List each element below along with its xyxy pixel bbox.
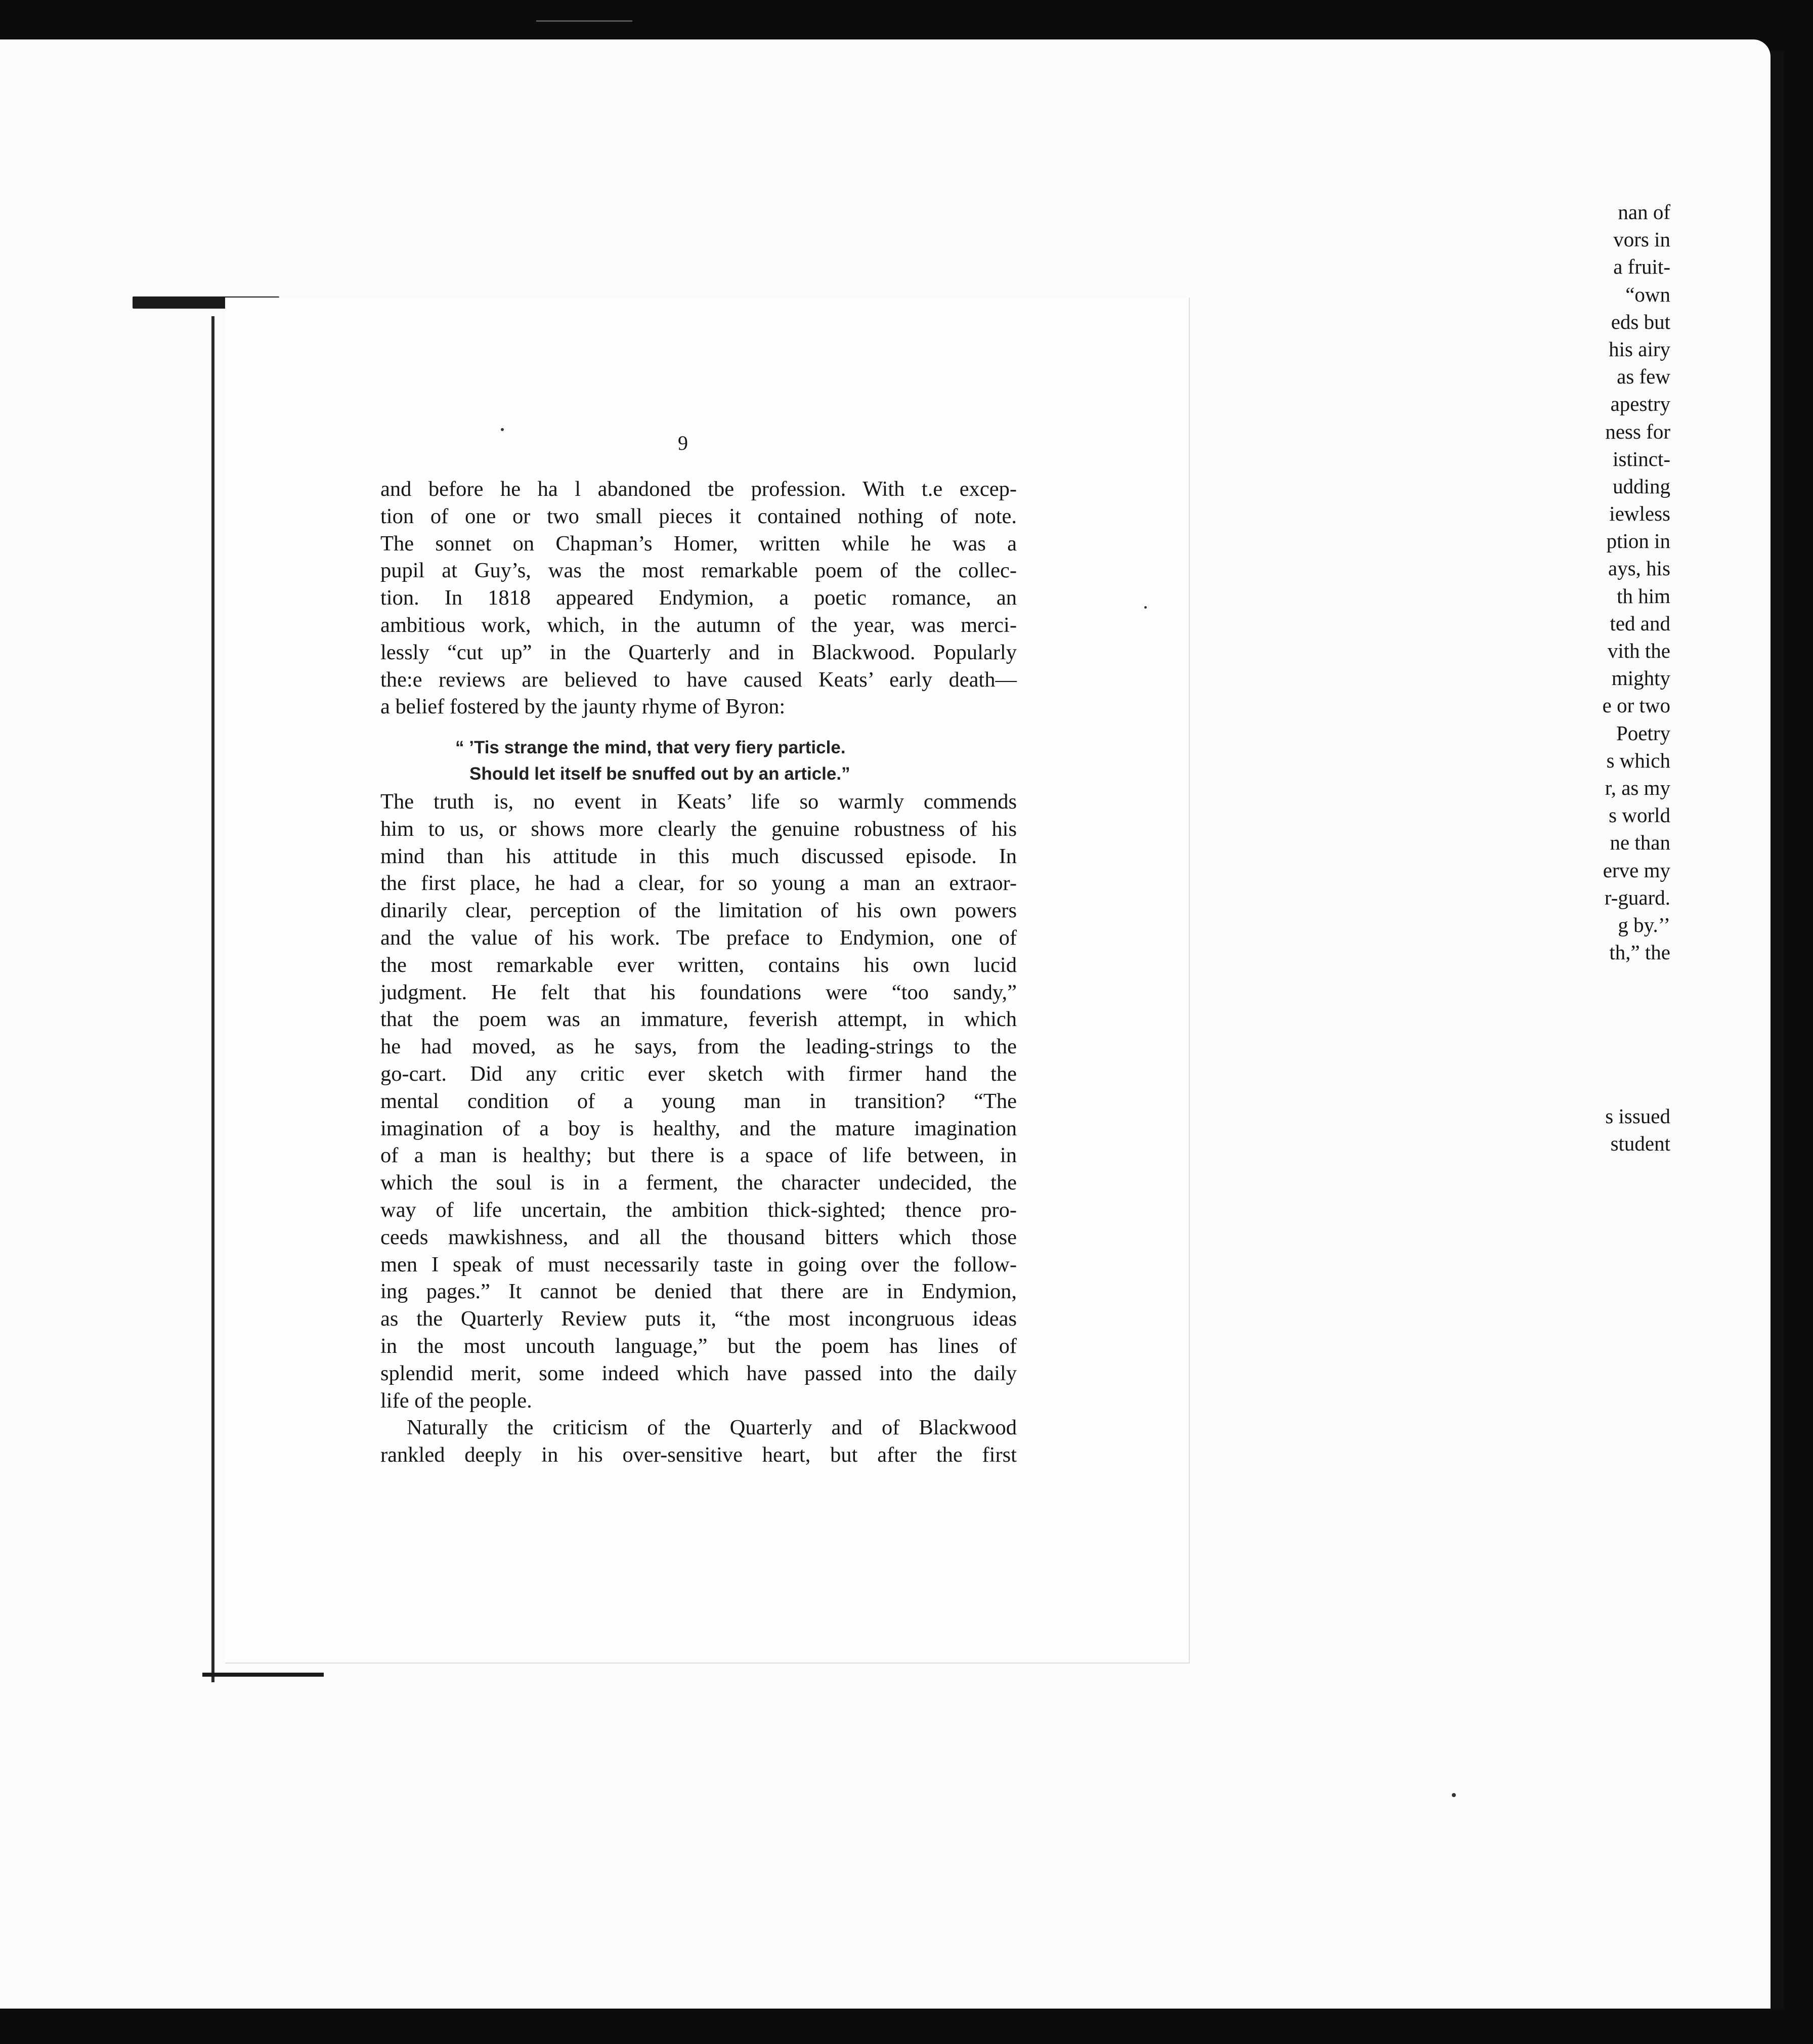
text-line: and before he ha l abandoned tbe profession. With t.e excep- bbox=[380, 477, 1017, 501]
text-line: the most remarkable ever written, contains his own lucid bbox=[380, 953, 1017, 977]
text-line: tion. In 1818 appeared Endymion, a poetic romance, an bbox=[380, 586, 1017, 610]
text-line: dinarily clear, perception of the limitation of his own powers bbox=[380, 899, 1017, 923]
left-page-line: s world bbox=[1609, 803, 1670, 827]
text-line: go-cart. Did any critic ever sketch with firmer hand the bbox=[380, 1061, 1017, 1086]
left-page-line: th,” the bbox=[1609, 941, 1670, 964]
text-line: judgment. He felt that his foundations were “too sandy,” bbox=[380, 980, 1017, 1004]
text-line: rankled deeply in his over-sensitive heart, but after the first bbox=[380, 1443, 1017, 1467]
text-line: ing pages.” It cannot be denied that there are in Endymion, bbox=[380, 1280, 1017, 1304]
left-page-line: a fruit- bbox=[1613, 255, 1670, 279]
left-page-line: “own bbox=[1625, 282, 1670, 306]
text-line: he had moved, as he says, from the leading-strings to the bbox=[380, 1035, 1017, 1059]
left-page-line: Poetry bbox=[1616, 721, 1670, 745]
left-page-bottom-rule bbox=[202, 1673, 324, 1677]
left-page-line: s issued bbox=[1605, 1104, 1670, 1128]
text-line: pupil at Guy’s, was the most remarkable poem of the collec- bbox=[380, 559, 1017, 583]
quote-line-1: “ ’Tis strange the mind, that very fiery particle. bbox=[455, 738, 846, 757]
left-page-line: vith the bbox=[1607, 639, 1670, 662]
text-line: tion of one or two small pieces it contained nothing of note. bbox=[380, 504, 1017, 528]
text-line: way of life uncertain, the ambition thick-sighted; thence pro- bbox=[380, 1198, 1017, 1222]
left-page-line: udding bbox=[1613, 474, 1670, 498]
scan-edge-right bbox=[1771, 51, 1784, 2009]
left-page-line: student bbox=[1610, 1132, 1670, 1156]
scan-edge-mark bbox=[536, 20, 632, 22]
left-page-line: ne than bbox=[1610, 831, 1670, 855]
dust-speck bbox=[1452, 1793, 1456, 1797]
text-line: him to us, or shows more clearly the genuine robustness of his bbox=[380, 817, 1017, 841]
quote-line-2: Should let itself be snuffed out by an article.” bbox=[469, 764, 850, 784]
left-page-text bbox=[1458, 198, 1670, 1158]
text-line: life of the people. bbox=[380, 1388, 532, 1413]
left-page-line: ption in bbox=[1606, 529, 1670, 553]
left-page-line: vors in bbox=[1613, 228, 1670, 251]
text-line: the first place, he had a clear, for so young a man an extraor- bbox=[380, 871, 1017, 896]
left-page-line: g by.’’ bbox=[1618, 913, 1670, 936]
left-page-line: ted and bbox=[1610, 611, 1670, 635]
text-line: The truth is, no event in Keats’ life so warmly commends bbox=[380, 790, 1017, 814]
text-line: mind than his attitude in this much discussed episode. In bbox=[380, 844, 1017, 868]
left-page-line: as few bbox=[1617, 365, 1670, 389]
dust-speck bbox=[501, 428, 504, 431]
text-line: lessly “cut up” in the Quarterly and in Blackwood. Popularly bbox=[380, 640, 1017, 664]
left-page-line: s which bbox=[1606, 748, 1670, 772]
book-spine-line bbox=[211, 316, 214, 1682]
text-line: and the value of his work. Tbe preface to Endymion, one of bbox=[380, 925, 1017, 950]
text-line: ambitious work, which, in the autumn of the year, was merci- bbox=[380, 613, 1017, 637]
text-line: The sonnet on Chapman’s Homer, written while he was a bbox=[380, 531, 1017, 556]
left-page-line: his airy bbox=[1609, 337, 1670, 361]
paragraph-1 bbox=[380, 476, 1017, 720]
left-page-line: th him bbox=[1617, 584, 1670, 608]
dust-speck bbox=[1144, 606, 1147, 609]
paragraph-2 bbox=[380, 788, 1017, 1469]
left-page-line: erve my bbox=[1603, 858, 1670, 882]
left-page-line: istinct- bbox=[1613, 447, 1670, 471]
left-page-line: r, as my bbox=[1605, 776, 1670, 799]
text-line: that the poem was an immature, feverish attempt, in which bbox=[380, 1007, 1017, 1032]
text-line: mental condition of a young man in transition? “The bbox=[380, 1089, 1017, 1113]
page-number: 9 bbox=[678, 432, 688, 454]
text-line: of a man is healthy; but there is a space of life between, in bbox=[380, 1143, 1017, 1168]
text-line: imagination of a boy is healthy, and the mature imagination bbox=[380, 1116, 1017, 1140]
text-line: splendid merit, some indeed which have passed into the daily bbox=[380, 1361, 1017, 1385]
text-line: ceeds mawkishness, and all the thousand bitters which those bbox=[380, 1225, 1017, 1249]
verse-quote bbox=[455, 735, 911, 787]
left-page-line: iewless bbox=[1609, 502, 1670, 526]
left-page-line: r-guard. bbox=[1604, 885, 1670, 909]
text-line: a belief fostered by the jaunty rhyme of Byron: bbox=[380, 695, 786, 719]
left-page-line: apestry bbox=[1610, 392, 1670, 416]
left-page-line: ays, his bbox=[1608, 557, 1670, 580]
text-line: the:e reviews are believed to have caused Keats’ early death— bbox=[380, 667, 1017, 692]
left-page-gap bbox=[1458, 966, 1670, 1102]
text-line: as the Quarterly Review puts it, “the most incongruous ideas bbox=[380, 1307, 1017, 1331]
left-page-line: mighty bbox=[1611, 666, 1670, 690]
left-page-line: eds but bbox=[1611, 310, 1670, 333]
left-page-line: nan of bbox=[1618, 200, 1670, 224]
text-line: men I speak of must necessarily taste in going over the follow- bbox=[380, 1252, 1017, 1276]
left-page-line: e or two bbox=[1602, 694, 1670, 717]
left-page-line: ness for bbox=[1605, 419, 1670, 443]
text-line: which the soul is in a ferment, the character undecided, the bbox=[380, 1171, 1017, 1195]
text-line: in the most uncouth language,” but the poem has lines of bbox=[380, 1334, 1017, 1358]
text-line: Naturally the criticism of the Quarterly and of Blackwood bbox=[407, 1416, 1017, 1440]
